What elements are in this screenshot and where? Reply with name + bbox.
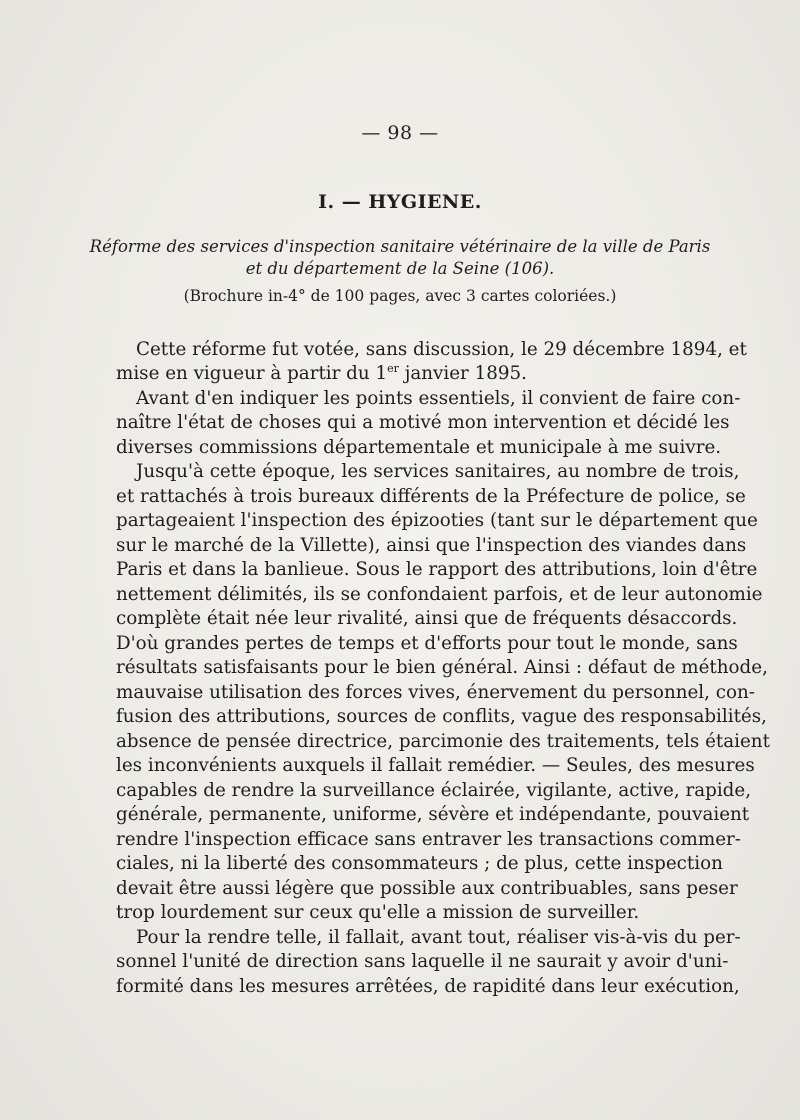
date-day: 1 — [375, 363, 388, 384]
body-line: complète était née leur rivalité, ainsi que de fréquents désaccords. — [116, 608, 738, 629]
section-title: I. — HYGIENE. — [318, 191, 482, 213]
body-line: devait être aussi légère que possible aux contribuables, sans peser — [116, 878, 738, 899]
body-line: résultats satisfaisants pour le bien général. Ainsi : défaut de méthode, — [116, 657, 768, 678]
body-line-text: mise en vigueur à partir du — [116, 363, 376, 384]
body-line: et rattachés à trois bureaux différents de la Préfecture de police, se — [116, 486, 746, 507]
body-line: trop lourdement sur ceux qu'elle a mission de surveiller. — [116, 902, 640, 923]
body-line: générale, permanente, uniforme, sévère et indépendante, pouvaient — [116, 804, 750, 825]
body-line: diverses commissions départementale et municipale à me suivre. — [116, 437, 722, 458]
body-line: formité dans les mesures arrêtées, de rapidité dans leur exécution, — [116, 976, 740, 997]
body-line: Jusqu'à cette époque, les services sanitaires, au nombre de trois, — [136, 461, 740, 482]
brochure-note: (Brochure in-4° de 100 pages, avec 3 cartes coloriées.) — [183, 287, 617, 305]
body-line — [116, 362, 696, 386]
body-line: les inconvénients auxquels il fallait remédier. — Seules, des mesures — [116, 755, 755, 776]
body-line: naître l'état de choses qui a motivé mon intervention et décidé les — [116, 412, 730, 433]
date-day-suffix: er — [387, 361, 399, 375]
body-line: ciales, ni la liberté des consommateurs ; de plus, cette inspection — [116, 853, 723, 874]
page-number: — 98 — — [361, 122, 439, 144]
body-line: capables de rendre la surveillance éclairée, vigilante, active, rapide, — [116, 780, 752, 801]
body-line: mauvaise utilisation des forces vives, énervement du personnel, con- — [116, 682, 755, 703]
body-line: absence de pensée directrice, parcimonie des traitements, tels étaient — [116, 731, 770, 752]
subtitle-line: Réforme des services d'inspection sanitaire vétérinaire de la ville de Paris — [89, 237, 711, 256]
body-line: rendre l'inspection efficace sans entraver les transactions commer- — [116, 829, 741, 850]
body-line: Cette réforme fut votée, sans discussion, le 29 décembre 1894, et — [136, 339, 747, 360]
body-line: Avant d'en indiquer les points essentiels, il convient de faire con- — [136, 388, 741, 409]
body-line: Paris et dans la banlieue. Sous le rapport des attributions, loin d'être — [116, 559, 758, 580]
body-line: nettement délimités, ils se confondaient parfois, et de leur autonomie — [116, 584, 763, 605]
body-line: sur le marché de la Villette), ainsi que l'inspection des viandes dans — [116, 535, 747, 556]
date-rest: janvier 1895. — [398, 363, 527, 384]
body-line: D'où grandes pertes de temps et d'efforts pour tout le monde, sans — [116, 633, 738, 654]
body-line: Pour la rendre telle, il fallait, avant tout, réaliser vis-à-vis du per- — [136, 927, 741, 948]
subtitle-line: et du département de la Seine (106). — [245, 259, 555, 278]
body-line: sonnel l'unité de direction sans laquelle il ne saurait y avoir d'uni- — [116, 951, 729, 972]
body-line: fusion des attributions, sources de conflits, vague des responsabilités, — [116, 706, 767, 727]
body-line: partageaient l'inspection des épizooties (tant sur le département que — [116, 510, 758, 531]
